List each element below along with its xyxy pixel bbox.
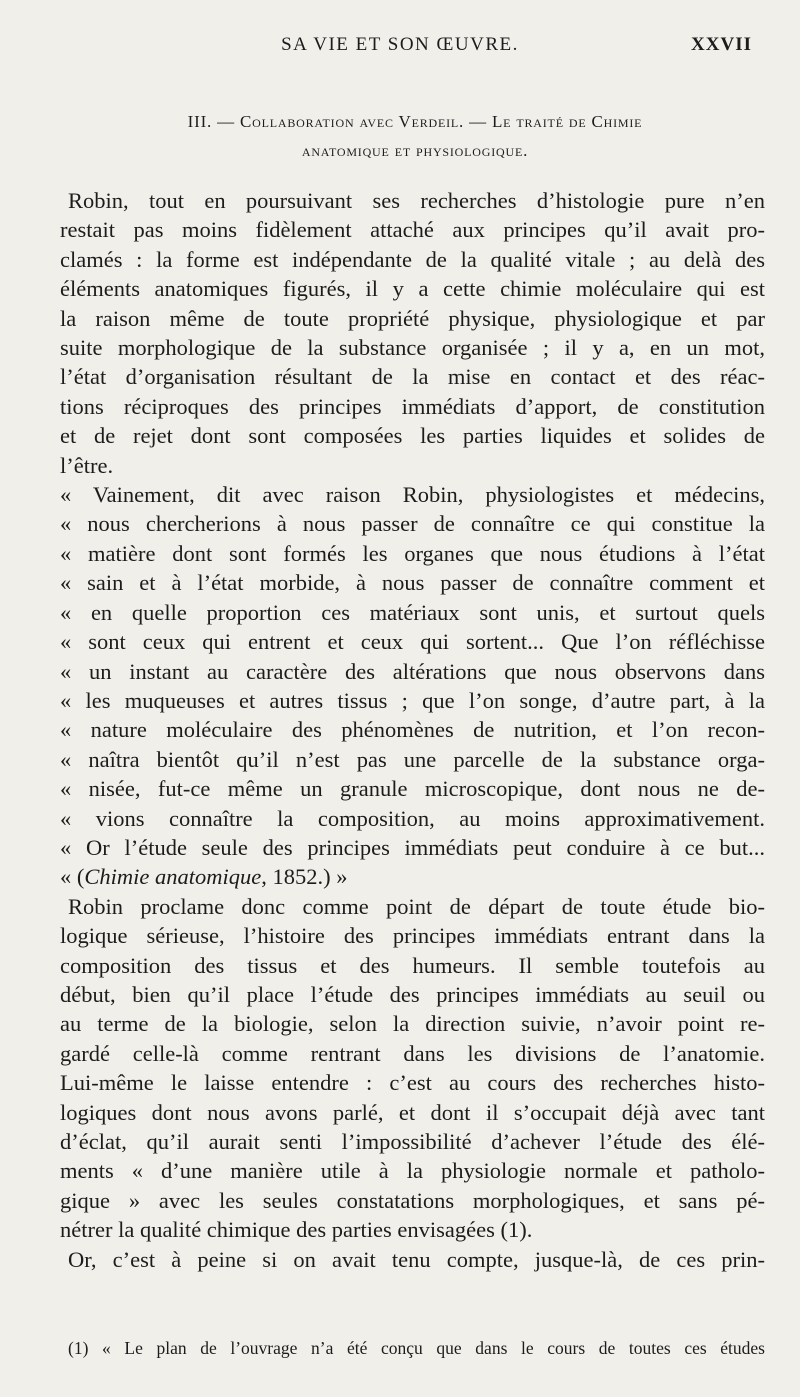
text-line: au terme de la biologie, selon la direction suivie, n’avoir point re- [60,1011,765,1037]
text-line: nétrer la qualité chimique des parties envisagées (1). [60,1217,533,1243]
citation-open: « ( [60,864,85,890]
text-line: l’être. [60,452,114,478]
running-title: SA VIE ET SON ŒUVRE. [281,34,519,55]
text-line: l’état d’organisation résultant de la mise en contact et des réac- [60,364,765,390]
quote-line: « vions connaître la composition, au moins approximativement. [60,805,765,831]
quote-citation [60,862,765,891]
text-line: Robin, tout en poursuivant ses recherches d’histologie pure n’en [68,188,765,213]
paragraph-1 [60,186,765,480]
quote-line: « naîtra bientôt qu’il n’est pas une parcelle de la substance orga- [60,746,765,772]
text-line: ments « d’une manière utile à la physiologie normale et patholo- [60,1158,765,1184]
text-line: gardé celle-là comme rentrant dans les divisions de l’anatomie. [60,1040,765,1066]
text-line: logique sérieuse, l’histoire des principes immédiats entrant dans la [60,923,765,949]
paragraph-3 [60,1245,765,1274]
paragraph-2 [60,892,765,1245]
text-line: clamés : la forme est indépendante de la qualité vitale ; au delà des [60,246,765,272]
quote-line: « nisée, fut-ce même un granule microscopique, dont nous ne de- [60,776,765,802]
page-number: XXVII [691,34,752,55]
text-line: restait pas moins fidèlement attaché aux principes qu’il avait pro- [60,217,765,243]
text-line: d’éclat, qu’il aurait senti l’impossibilité d’achever l’étude des élé- [60,1129,765,1154]
citation-title: Chimie anatomique [84,864,262,890]
text-line: gique » avec les seules constatations morphologiques, et sans pé- [60,1187,765,1213]
quote-line: « les muqueuses et autres tissus ; que l’on songe, d’autre part, à la [60,687,765,713]
quote-line: « nous chercherions à nous passer de connaître ce qui constitue la [60,511,765,537]
body-text [60,186,765,1274]
text-line: Lui-même le laisse entendre : c’est au cours des recherches histo- [60,1070,765,1096]
text-line: début, bien qu’il place l’étude des principes immédiats au seuil ou [60,981,765,1007]
quote-line: « sont ceux qui entrent et ceux qui sortent... Que l’on réfléchisse [60,629,765,655]
text-line: éléments anatomiques figurés, il y a cette chimie moléculaire qui est [60,276,765,302]
block-quotation [60,480,765,892]
text-line: Or, c’est à peine si on avait tenu compte, jusque-là, de ces prin- [68,1246,765,1272]
text-line: composition des tissus et des humeurs. Il semble toutefois au [60,952,765,978]
quote-line: « Vainement, dit avec raison Robin, physiologistes et médecins, [60,482,765,508]
text-line: logiques dont nous avons parlé, et dont il s’occupait déjà avec tant [60,1099,765,1125]
section-heading [60,107,770,165]
text-line: et de rejet dont sont composées les parties liquides et solides de [60,423,765,449]
section-heading-line-1: III. — Collaboration avec Verdeil. — Le traité de Chimie [187,112,643,131]
footnote: (1) « Le plan de l’ouvrage n’a été conçu que dans le cours de toutes ces études [68,1338,765,1358]
text-line: la raison même de toute propriété physique, physiologique et par [60,305,765,331]
section-heading-line-2: anatomique et physiologique. [301,141,529,160]
text-line: Robin proclame donc comme point de départ de toute étude bio- [68,893,765,919]
quote-line: « Or l’étude seule des principes immédiats peut conduire à ce but... [60,834,765,860]
quote-line: « en quelle proportion ces matériaux sont unis, et surtout quels [60,599,765,625]
quote-line: « sain et à l’état morbide, à nous passer de connaître comment et [60,570,765,596]
quote-line: « matière dont sont formés les organes que nous étudions à l’état [60,540,765,566]
running-head [0,34,800,60]
quote-line: « un instant au caractère des altérations que nous observons dans [60,658,765,684]
text-line: suite morphologique de la substance organisée ; il y a, en un mot, [60,335,765,361]
quote-line: « nature moléculaire des phénomènes de nutrition, et l’on recon- [60,717,765,743]
citation-close: , 1852.) » [261,864,348,890]
text-line: tions réciproques des principes immédiats d’apport, de constitution [60,393,765,419]
